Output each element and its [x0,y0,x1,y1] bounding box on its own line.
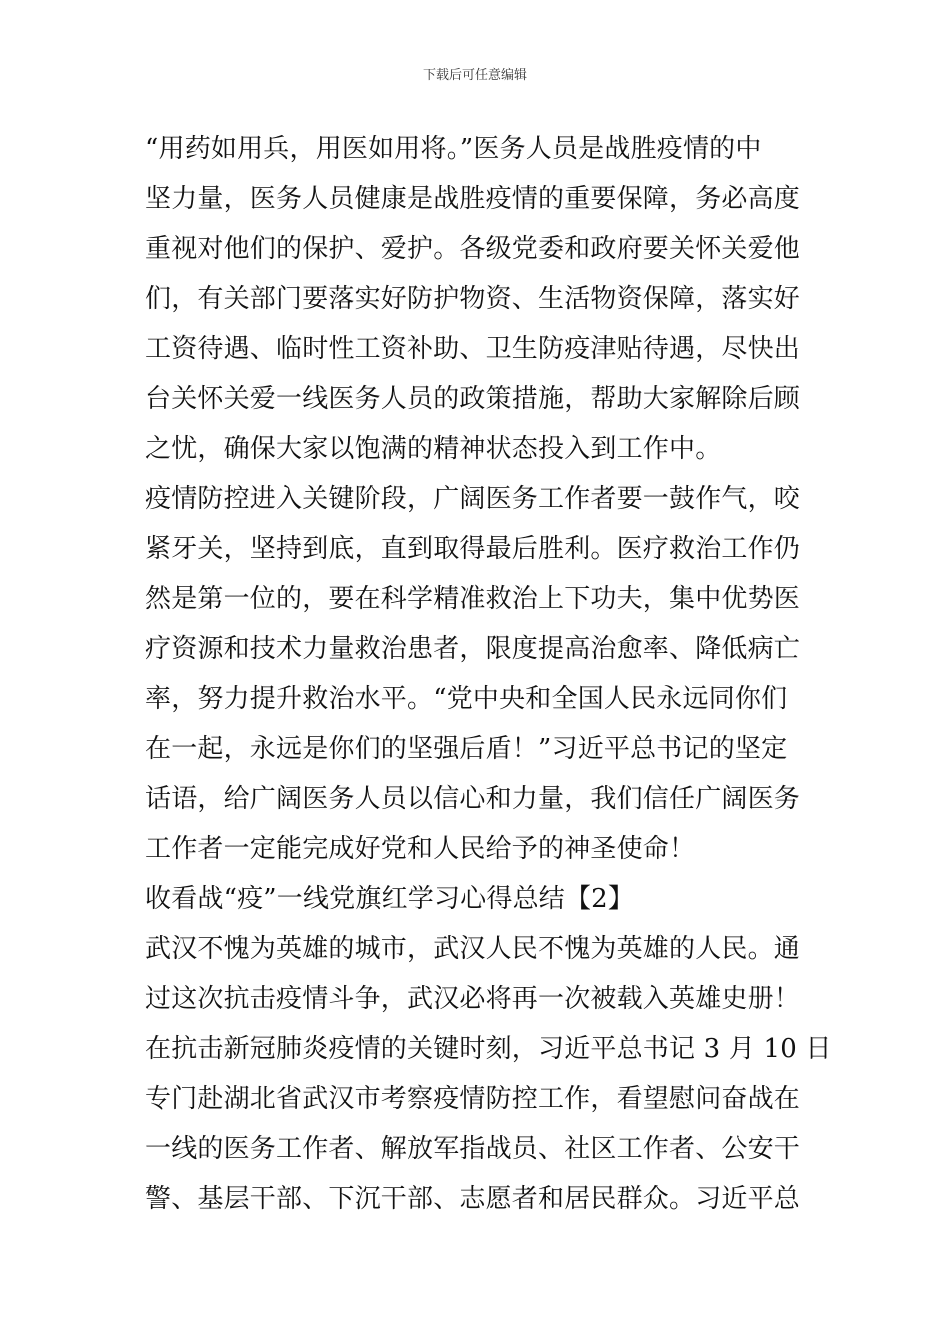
text-line: 们，有关部门要落实好防护物资、生活物资保障，落实好 [145,284,801,314]
text-line: 重视对他们的保护、爱护。各级党委和政府要关怀关爱他 [145,234,801,264]
text-line: 一线的医务工作者、解放军指战员、社区工作者、公安干 [145,1134,801,1164]
text-line: 武汉不愧为英雄的城市，武汉人民不愧为英雄的人民。通 [145,934,801,964]
text-line: 工作者一定能完成好党和人民给予的神圣使命！ [145,834,696,864]
text-line: 专门赴湖北省武汉市考察疫情防控工作，看望慰问奋战在 [145,1084,801,1114]
text-line: 在一起，永远是你们的坚强后盾！”习近平总书记的坚定 [145,734,788,764]
text-line: 然是第一位的，要在科学精准救治上下功夫，集中优势医 [145,584,801,614]
text-line: 疫情防控进入关键阶段，广阔医务工作者要一鼓作气，咬 [145,484,801,514]
text-line: 坚力量，医务人员健康是战胜疫情的重要保障，务必高度 [145,184,801,214]
text-line: 之忧，确保大家以饱满的精神状态投入到工作中。 [145,434,722,464]
text-line: 疗资源和技术力量救治患者，限度提高治愈率、降低病亡 [145,634,801,664]
text-line: 紧牙关，坚持到底，直到取得最后胜利。医疗救治工作仍 [145,534,801,564]
text-line: 话语，给广阔医务人员以信心和力量，我们信任广阔医务 [145,784,801,814]
text-line: 在抗击新冠肺炎疫情的关键时刻，习近平总书记 3 月 10 日 [145,1034,832,1064]
text-line: 工资待遇、临时性工资补助、卫生防疫津贴待遇，尽快出 [145,334,801,364]
section-heading: 收看战“疫”一线党旗红学习心得总结【2】 [145,884,635,914]
text-line: 率，努力提升救治水平。“党中央和全国人民永远同你们 [145,684,788,714]
text-line: 台关怀关爱一线医务人员的政策措施，帮助大家解除后顾 [145,384,801,414]
body-text [145,124,832,1224]
text-line: 警、基层干部、下沉干部、志愿者和居民群众。习近平总 [145,1184,801,1214]
text-line: 过这次抗击疫情斗争，武汉必将再一次被载入英雄史册！ [145,984,801,1014]
text-line: “用药如用兵，用医如用将。”医务人员是战胜疫情的中 [145,134,762,164]
header-note: 下载后可任意编辑 [422,68,527,83]
